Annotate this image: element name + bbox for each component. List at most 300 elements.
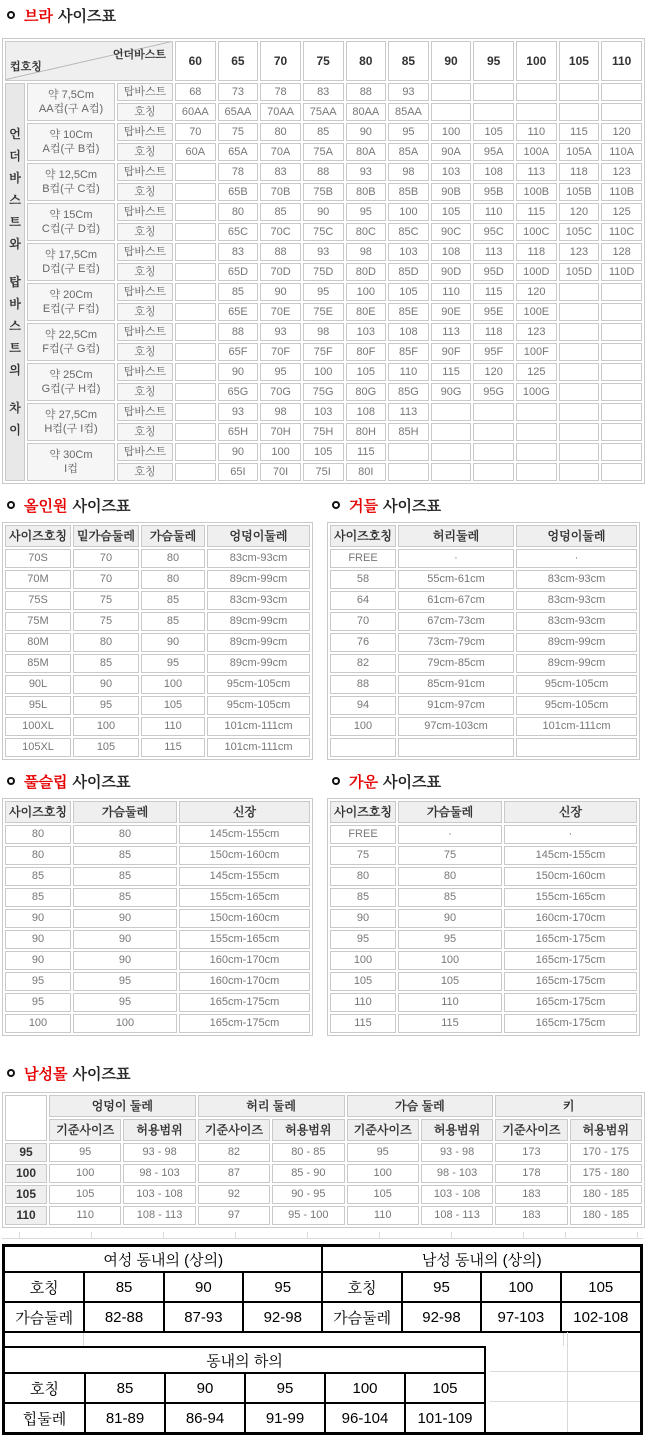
cell (175, 443, 216, 461)
side-label-underbust-topbust-diff: 언 더 바 스 트 와 탑 바 스 트 의 차 이 (5, 83, 25, 481)
cell (516, 463, 557, 481)
cell: 79cm-85cm (398, 654, 514, 673)
cell: 100 (388, 203, 429, 221)
table-row (5, 654, 310, 673)
cell: 95C (473, 223, 514, 241)
bra-header-row (5, 41, 642, 81)
bullet-icon (7, 501, 15, 509)
cell: 70C (260, 223, 301, 241)
cell: 150cm-160cm (504, 867, 637, 886)
sub-header: 기준사이즈 (198, 1119, 270, 1141)
cell: 160cm-170cm (179, 951, 310, 970)
cell: 100 (260, 443, 301, 461)
cell (175, 263, 216, 281)
cell: 90 (330, 909, 396, 928)
cell: 100A (516, 143, 557, 161)
table-row (5, 972, 310, 991)
cell: 100 (347, 1164, 419, 1183)
table-row (5, 717, 310, 736)
cell: 65B (218, 183, 259, 201)
cell: 110 (473, 203, 514, 221)
cell: 93 (303, 243, 344, 261)
sub-header: 기준사이즈 (49, 1119, 121, 1141)
cell: 180 - 185 (570, 1185, 642, 1204)
cell: 108 (431, 243, 472, 261)
cell: 95 - 100 (272, 1206, 344, 1225)
cell: 80 - 85 (272, 1143, 344, 1162)
cell: 80B (346, 183, 387, 201)
section-title-rest: 사이즈표 (57, 7, 116, 25)
cell: 힙둘레 (5, 1403, 85, 1432)
section-heading-mens (7, 1064, 647, 1082)
cell: 83 (218, 243, 259, 261)
cell (398, 738, 514, 757)
cell: 90A (431, 143, 472, 161)
cell: 165cm-175cm (504, 993, 637, 1012)
bra-size-table (2, 38, 645, 484)
cell: 75H (303, 423, 344, 441)
cell: 75 (398, 846, 502, 865)
cell: 100D (516, 263, 557, 281)
section-title-red: 거들 (349, 497, 378, 515)
thermal-women-title: 여성 동내의 (상의) (5, 1247, 322, 1272)
column-header: 밑가슴둘레 (73, 525, 139, 547)
table-row (330, 591, 637, 610)
table-row (5, 83, 642, 101)
table-row (5, 591, 310, 610)
cell: 65H (218, 423, 259, 441)
cell: 105 (473, 123, 514, 141)
row-type-topbust: 탑바스트 (117, 203, 173, 221)
cell: 100F (516, 343, 557, 361)
table-row (5, 570, 310, 589)
cell (601, 103, 642, 121)
cell: 97-103 (481, 1302, 560, 1332)
cell: 83cm-93cm (516, 591, 637, 610)
column-header: 엉덩이둘레 (207, 525, 310, 547)
table-row (330, 888, 637, 907)
cell (175, 163, 216, 181)
table-row (330, 570, 637, 589)
cell: 115 (330, 1014, 396, 1033)
cell: 80 (218, 203, 259, 221)
cell: 75G (303, 383, 344, 401)
cell: 80AA (346, 103, 387, 121)
cell: 82 (330, 654, 396, 673)
cell: 96-104 (325, 1403, 405, 1432)
cell: 95 (303, 283, 344, 301)
cell: 90C (431, 223, 472, 241)
bullet-icon (7, 11, 15, 19)
cup-label-cell: 약 25Cm G컵(구 H컵) (27, 363, 115, 401)
cell: 73 (218, 83, 259, 101)
cell: 90 - 95 (272, 1185, 344, 1204)
cell (473, 103, 514, 121)
cell: 67cm-73cm (398, 612, 514, 631)
cell (559, 463, 600, 481)
thermal-men-title: 남성 동내의 (상의) (322, 1247, 640, 1272)
cell: 110C (601, 223, 642, 241)
table-row (330, 633, 637, 652)
section-title-red: 풀슬립 (24, 773, 68, 791)
table-row (5, 1247, 640, 1272)
row-type-label: 호칭 (117, 343, 173, 361)
cell: 80H (346, 423, 387, 441)
cell: 80F (346, 343, 387, 361)
cell (431, 443, 472, 461)
table-row (5, 696, 310, 715)
underbust-column-header: 75 (303, 41, 344, 81)
row-type-topbust: 탑바스트 (117, 363, 173, 381)
cell: 90 (260, 283, 301, 301)
cell (175, 343, 216, 361)
cell (431, 103, 472, 121)
corner-blank-cell (5, 1095, 47, 1141)
section-title-rest: 사이즈표 (382, 497, 441, 515)
cell: 103 - 108 (123, 1185, 195, 1204)
cell: 호칭 (5, 1272, 84, 1302)
cell: 145cm-155cm (504, 846, 637, 865)
table-row (330, 675, 637, 694)
cell: 89cm-99cm (516, 654, 637, 673)
row-type-label: 호칭 (117, 463, 173, 481)
section-title-rest: 사이즈표 (72, 497, 131, 515)
cell: 86-94 (165, 1403, 245, 1432)
cell: 95B (473, 183, 514, 201)
cell: · (516, 549, 637, 568)
cell: 85 (85, 1373, 165, 1403)
cell: 75B (303, 183, 344, 201)
cell: 70H (260, 423, 301, 441)
cell: 90 (346, 123, 387, 141)
cell: 183 (495, 1185, 567, 1204)
section-title-rest: 사이즈표 (72, 773, 131, 791)
table-row (5, 123, 642, 141)
section-title-red: 브라 (24, 7, 53, 25)
cell: 100 (73, 1014, 177, 1033)
cell: 95A (473, 143, 514, 161)
cell: 180 - 185 (570, 1206, 642, 1225)
bullet-icon (332, 777, 340, 785)
section-heading-fullslip (7, 772, 325, 790)
cell: 85D (388, 263, 429, 281)
cell: 89cm-99cm (207, 570, 310, 589)
section-heading-bra (7, 6, 647, 24)
spreadsheet-gridlines (490, 1332, 640, 1432)
column-header: 신장 (504, 801, 637, 823)
cell: 110 (431, 283, 472, 301)
cell: 94 (330, 696, 396, 715)
cell: 78 (218, 163, 259, 181)
cell (559, 423, 600, 441)
column-header: 가슴둘레 (73, 801, 177, 823)
cell: 89cm-99cm (207, 633, 310, 652)
cell (601, 283, 642, 301)
table-row (5, 1206, 642, 1225)
cell: 88 (303, 163, 344, 181)
cell: 89cm-99cm (207, 612, 310, 631)
table-row (5, 549, 310, 568)
cell: 80 (141, 549, 205, 568)
cell: 75 (73, 591, 139, 610)
table-row (5, 888, 310, 907)
cell: 80 (73, 633, 139, 652)
cell: 90 (5, 951, 71, 970)
row-type-label: 호칭 (117, 143, 173, 161)
cell: 165cm-175cm (179, 1014, 310, 1033)
cell: 95E (473, 303, 514, 321)
cell: 80 (73, 825, 177, 844)
cell: 85H (388, 423, 429, 441)
cell: 105XL (5, 738, 71, 757)
cell: 105A (559, 143, 600, 161)
cell: 101cm-111cm (207, 738, 310, 757)
cell: 80M (5, 633, 71, 652)
cell: 80C (346, 223, 387, 241)
cell: 70S (5, 549, 71, 568)
cell: 115 (398, 1014, 502, 1033)
table-row (330, 1014, 637, 1033)
row-type-topbust: 탑바스트 (117, 243, 173, 261)
bullet-icon (7, 777, 15, 785)
thermal-bottom-title: 동내의 하의 (5, 1347, 485, 1373)
cell: 105 (303, 443, 344, 461)
sub-header: 허용범위 (570, 1119, 642, 1141)
cell (601, 403, 642, 421)
cell: 95 (388, 123, 429, 141)
cell: 82 (198, 1143, 270, 1162)
cell: 85 (73, 846, 177, 865)
cell (559, 283, 600, 301)
group-header: 가슴 둘레 (347, 1095, 494, 1117)
cell: 60A (175, 143, 216, 161)
row-type-label: 호칭 (117, 423, 173, 441)
cell (601, 383, 642, 401)
underbust-column-header: 100 (516, 41, 557, 81)
cell: 90 (73, 951, 177, 970)
cell: 90 (164, 1272, 243, 1302)
cell: 93 (346, 163, 387, 181)
table-row (330, 972, 637, 991)
cell: 95 (346, 203, 387, 221)
cell: 80 (260, 123, 301, 141)
column-header: 사이즈호칭 (330, 525, 396, 547)
cell (516, 738, 637, 757)
cell: 173 (495, 1143, 567, 1162)
cell (601, 323, 642, 341)
cell: 91cm-97cm (398, 696, 514, 715)
cell: 165cm-175cm (179, 993, 310, 1012)
cell (601, 303, 642, 321)
row-type-topbust: 탑바스트 (117, 443, 173, 461)
girdle-size-table (327, 522, 640, 760)
cell: 65AA (218, 103, 259, 121)
cell: 87-93 (164, 1302, 243, 1332)
table-header-row (5, 525, 310, 547)
cell: 70 (175, 123, 216, 141)
cell: 호칭 (5, 1373, 85, 1403)
cell (559, 303, 600, 321)
cell: 92 (198, 1185, 270, 1204)
underbust-column-header: 70 (260, 41, 301, 81)
cell: 105 (49, 1185, 121, 1204)
cell: 88 (346, 83, 387, 101)
cell: 76 (330, 633, 396, 652)
cell: 115 (431, 363, 472, 381)
cell: 90 (165, 1373, 245, 1403)
cell: 97 (198, 1206, 270, 1225)
table-row (330, 993, 637, 1012)
cell: 85F (388, 343, 429, 361)
cell: 165cm-175cm (504, 972, 637, 991)
cell (473, 443, 514, 461)
cell: FREE (330, 549, 396, 568)
cell: 70D (260, 263, 301, 281)
table-header-row (5, 1119, 642, 1141)
cell: 95 (73, 972, 177, 991)
cell: 95cm-105cm (207, 675, 310, 694)
cell: 65I (218, 463, 259, 481)
cell: 105 (346, 363, 387, 381)
row-type-label: 호칭 (117, 263, 173, 281)
thermal-top-table (5, 1247, 640, 1333)
cell (516, 103, 557, 121)
underbust-column-header: 65 (218, 41, 259, 81)
table-row (5, 363, 642, 381)
table-row (5, 163, 642, 181)
cell: 105 (398, 972, 502, 991)
column-header: 사이즈호칭 (330, 801, 396, 823)
cell: 108 - 113 (421, 1206, 493, 1225)
fullslip-size-table (2, 798, 313, 1036)
cell: 95 (5, 972, 71, 991)
table-row (5, 283, 642, 301)
cell: 95 (141, 654, 205, 673)
cell: 95 (402, 1272, 481, 1302)
table-row (330, 738, 637, 757)
cell: 95D (473, 263, 514, 281)
cup-label-cell: 약 20Cm E컵(구 F컵) (27, 283, 115, 321)
underbust-column-header: 95 (473, 41, 514, 81)
underbust-column-header: 60 (175, 41, 216, 81)
cell: 93 (388, 83, 429, 101)
cell: 150cm-160cm (179, 846, 310, 865)
cell: 90 (73, 930, 177, 949)
cell: 105 (347, 1185, 419, 1204)
cell (431, 403, 472, 421)
table-row (5, 825, 310, 844)
cell: 125 (601, 203, 642, 221)
cell: 97cm-103cm (398, 717, 514, 736)
cell: 85 (73, 867, 177, 886)
bullet-icon (7, 1069, 15, 1077)
cell: 95 (245, 1373, 325, 1403)
cell: 93 - 98 (123, 1143, 195, 1162)
cup-label-cell: 약 22,5Cm F컵(구 G컵) (27, 323, 115, 361)
cell: 100 (346, 283, 387, 301)
cell: 110 (5, 1206, 47, 1225)
cell (559, 83, 600, 101)
cell (175, 403, 216, 421)
cell: 93 - 98 (421, 1143, 493, 1162)
cell: 175 - 180 (570, 1164, 642, 1183)
cell: 100 (330, 717, 396, 736)
table-row (330, 549, 637, 568)
cell: 85G (388, 383, 429, 401)
cell (516, 83, 557, 101)
cell: 183 (495, 1206, 567, 1225)
cell: 118 (559, 163, 600, 181)
cell: 123 (559, 243, 600, 261)
cell: 80 (141, 570, 205, 589)
cell: 85 (73, 654, 139, 673)
cell: 98 - 103 (421, 1164, 493, 1183)
cell: · (398, 825, 502, 844)
cell (601, 343, 642, 361)
column-header: 신장 (179, 801, 310, 823)
cell: 118 (473, 323, 514, 341)
table-row (5, 1164, 642, 1183)
cell: 101cm-111cm (516, 717, 637, 736)
table-row (5, 1014, 310, 1033)
cell: 120 (601, 123, 642, 141)
cell: 78 (260, 83, 301, 101)
cell (175, 383, 216, 401)
cell (431, 423, 472, 441)
cell: 90F (431, 343, 472, 361)
cell: 103 (303, 403, 344, 421)
table-row (330, 654, 637, 673)
corner-label-underbust: 언더바스트 (112, 49, 166, 61)
cell: 호칭 (322, 1272, 401, 1302)
cell: 65A (218, 143, 259, 161)
cell (473, 423, 514, 441)
cell: 100 (5, 1014, 71, 1033)
cell: 108 (473, 163, 514, 181)
cell: 75I (303, 463, 344, 481)
cell: 98 (346, 243, 387, 261)
cell: 93 (260, 323, 301, 341)
cell: 115 (141, 738, 205, 757)
table-row (330, 825, 637, 844)
group-header: 키 (495, 1095, 642, 1117)
section-heading-gown (332, 772, 647, 790)
cell: 75 (218, 123, 259, 141)
table-row (5, 993, 310, 1012)
cell: 85 (73, 888, 177, 907)
cell: 113 (473, 243, 514, 261)
cell (559, 323, 600, 341)
cell: 70AA (260, 103, 301, 121)
cell: 160cm-170cm (179, 972, 310, 991)
cell: 100 (73, 717, 139, 736)
cell (175, 423, 216, 441)
cell: 70I (260, 463, 301, 481)
cell: 70B (260, 183, 301, 201)
cell (559, 383, 600, 401)
cell: 90L (5, 675, 71, 694)
cell: 100 (330, 951, 396, 970)
cell: 88 (218, 323, 259, 341)
cell: 100 (141, 675, 205, 694)
table-row (330, 696, 637, 715)
cup-label-cell: 약 17,5Cm D컵(구 E컵) (27, 243, 115, 281)
corner-label-cup: 컵호칭 (10, 61, 42, 73)
cell: 105 (330, 972, 396, 991)
table-row (5, 243, 642, 261)
cell: 83 (303, 83, 344, 101)
bullet-icon (332, 501, 340, 509)
